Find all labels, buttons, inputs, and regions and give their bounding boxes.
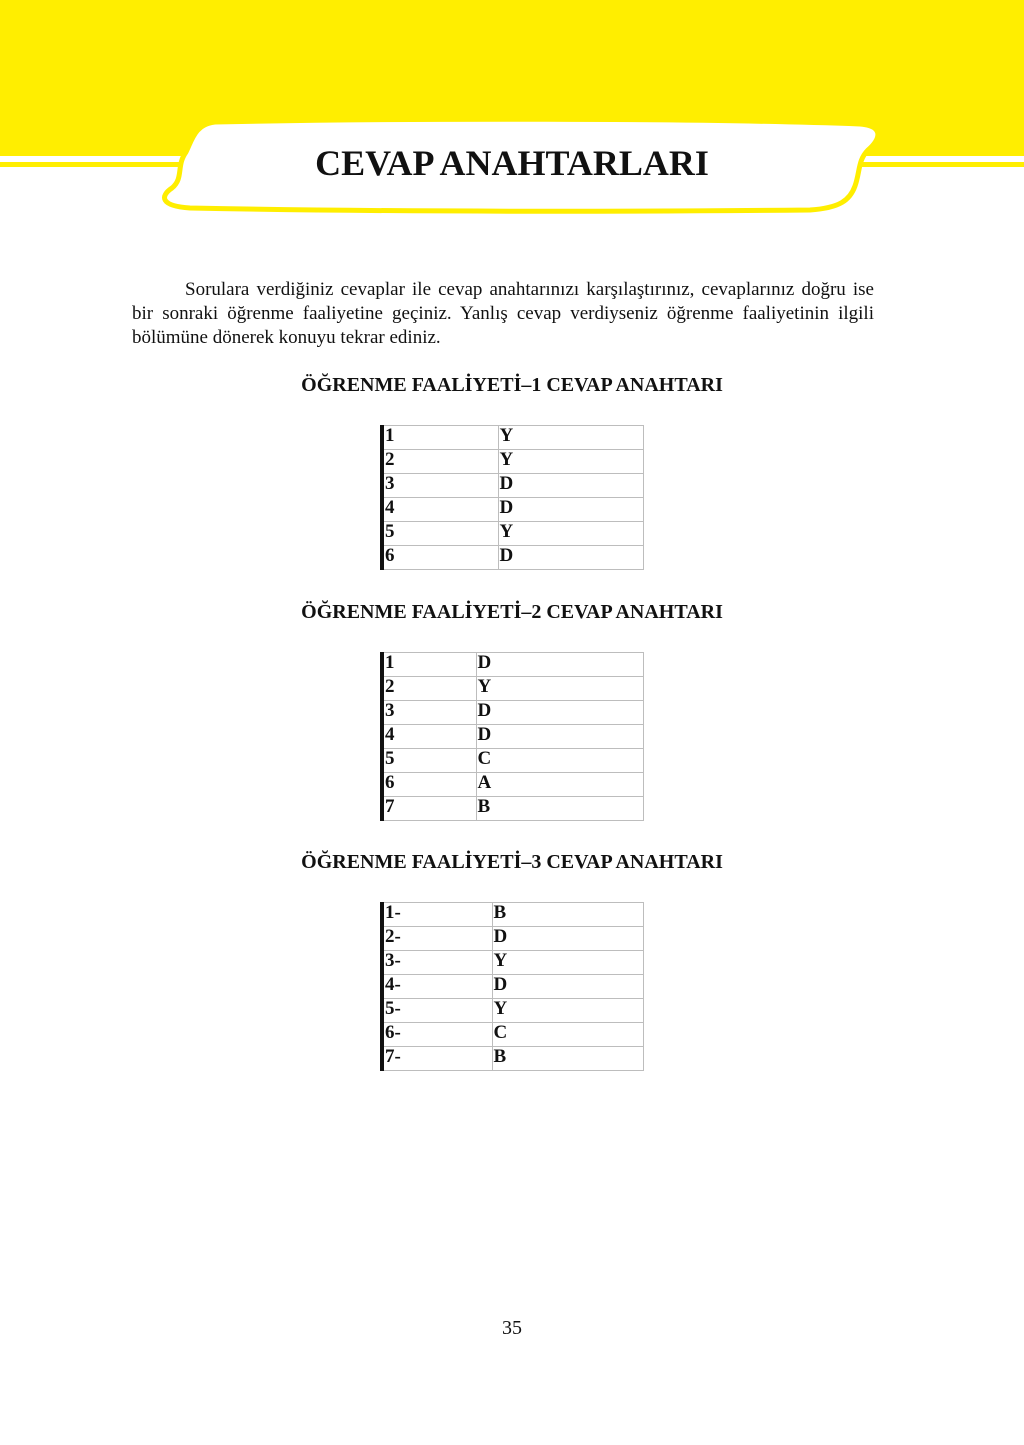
table-row — [382, 999, 644, 1023]
page-title: CEVAP ANAHTARLARI — [315, 143, 709, 183]
answer-cell: D — [476, 701, 644, 725]
answer-cell: Y — [498, 426, 644, 450]
question-number-cell: 1 — [382, 653, 476, 677]
question-number-cell: 6 — [382, 546, 498, 570]
table-row — [382, 677, 644, 701]
section-heading-1: ÖĞRENME FAALİYETİ–1 CEVAP ANAHTARI — [301, 374, 723, 396]
table-row — [382, 927, 644, 951]
answer-cell: D — [492, 975, 644, 999]
answer-cell: Y — [476, 677, 644, 701]
table-row — [382, 749, 644, 773]
table-row — [382, 975, 644, 999]
answer-cell: B — [492, 1047, 644, 1071]
table-row — [382, 546, 644, 570]
answer-key-table-3 — [380, 902, 644, 1071]
question-number-cell: 6- — [382, 1023, 492, 1047]
answer-cell: C — [492, 1023, 644, 1047]
page-number: 35 — [502, 1317, 522, 1339]
answer-cell: C — [476, 749, 644, 773]
section-heading-2: ÖĞRENME FAALİYETİ–2 CEVAP ANAHTARI — [301, 601, 723, 623]
answer-cell: D — [498, 498, 644, 522]
answer-cell: A — [476, 773, 644, 797]
answer-key-table-2 — [380, 652, 644, 821]
question-number-cell: 1- — [382, 903, 492, 927]
section-heading-3: ÖĞRENME FAALİYETİ–3 CEVAP ANAHTARI — [301, 851, 723, 873]
table-row — [382, 522, 644, 546]
question-number-cell: 5- — [382, 999, 492, 1023]
question-number-cell: 3 — [382, 701, 476, 725]
table-row — [382, 474, 644, 498]
answer-cell: Y — [492, 951, 644, 975]
question-number-cell: 4- — [382, 975, 492, 999]
table-row — [382, 725, 644, 749]
header-banner — [0, 0, 1024, 240]
question-number-cell: 7 — [382, 797, 476, 821]
table-row — [382, 773, 644, 797]
answer-cell: D — [498, 474, 644, 498]
table-row — [382, 951, 644, 975]
answer-cell: Y — [498, 450, 644, 474]
table-row — [382, 426, 644, 450]
question-number-cell: 2 — [382, 450, 498, 474]
table-row — [382, 653, 644, 677]
answer-cell: B — [492, 903, 644, 927]
question-number-cell: 5 — [382, 749, 476, 773]
question-number-cell: 1 — [382, 426, 498, 450]
question-number-cell: 4 — [382, 498, 498, 522]
answer-key-table-1 — [380, 425, 644, 570]
question-number-cell: 7- — [382, 1047, 492, 1071]
question-number-cell: 2- — [382, 927, 492, 951]
question-number-cell: 5 — [382, 522, 498, 546]
answer-cell: D — [498, 546, 644, 570]
question-number-cell: 3 — [382, 474, 498, 498]
table-row — [382, 797, 644, 821]
table-row — [382, 498, 644, 522]
answer-cell: Y — [498, 522, 644, 546]
table-row — [382, 1047, 644, 1071]
answer-cell: D — [476, 725, 644, 749]
table-row — [382, 1023, 644, 1047]
intro-paragraph: Sorulara verdiğiniz cevaplar ile cevap anahtarınızı karşılaştırınız, cevaplarınız doğru ise bir sonraki öğrenme faaliyetine geçiniz. Yanlış cevap verdiyseniz öğrenme faaliyetinin ilgili bölümüne dönerek konuyu tekrar ediniz. — [132, 279, 874, 348]
answer-cell: D — [476, 653, 644, 677]
question-number-cell: 4 — [382, 725, 476, 749]
answer-cell: B — [476, 797, 644, 821]
table-row — [382, 701, 644, 725]
table-row — [382, 903, 644, 927]
table-row — [382, 450, 644, 474]
question-number-cell: 6 — [382, 773, 476, 797]
answer-cell: D — [492, 927, 644, 951]
question-number-cell: 2 — [382, 677, 476, 701]
question-number-cell: 3- — [382, 951, 492, 975]
answer-cell: Y — [492, 999, 644, 1023]
